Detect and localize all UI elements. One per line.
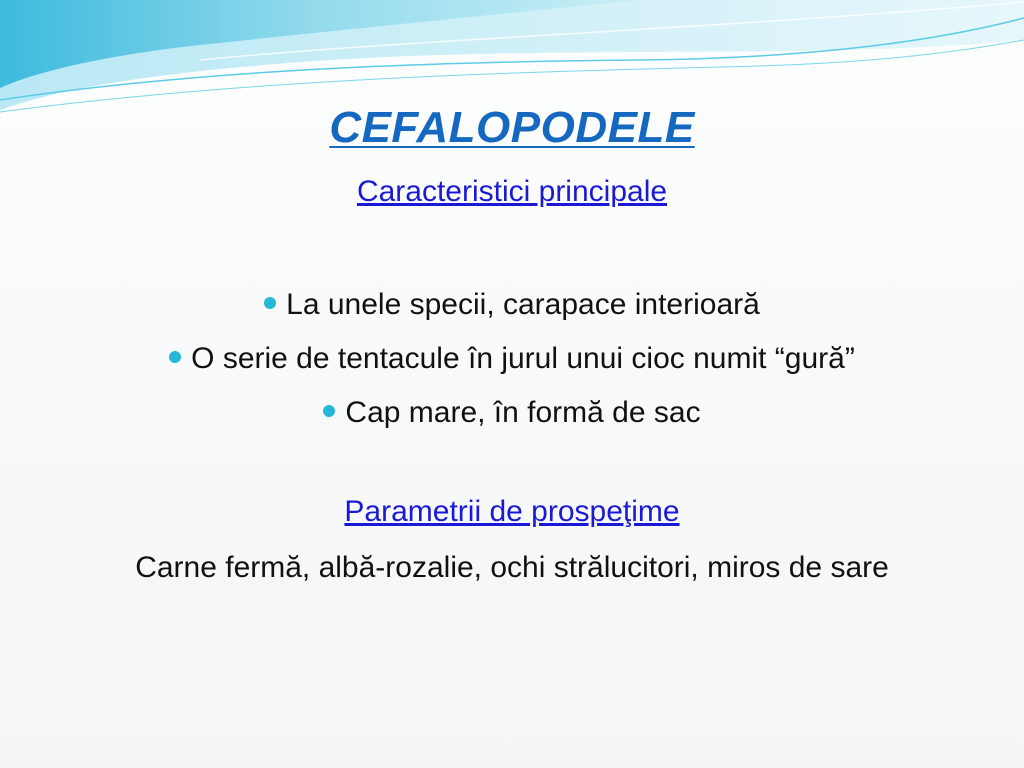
params-heading-link[interactable]: Parametrii de prospeţime — [344, 495, 680, 528]
bullet-dot-icon — [323, 405, 335, 417]
bullet-list — [0, 278, 1024, 440]
bullet-item — [0, 278, 1024, 332]
bullet-dot-icon — [169, 351, 181, 363]
bullet-text: La unele specii, carapace interioară — [286, 288, 760, 321]
bullet-text: O serie de tentacule în jurul unui cioc numit “gură” — [191, 342, 855, 375]
bullet-dot-icon — [264, 297, 276, 309]
subtitle-link[interactable]: Caracteristici principale — [356, 175, 668, 208]
slide-title: CEFALOPODELE — [329, 103, 695, 152]
params-text: Carne fermă, albă-rozalie, ochi strălucitori, miros de sare — [135, 551, 889, 584]
bullet-item — [0, 386, 1024, 440]
bullet-item — [0, 332, 1024, 386]
bullet-text: Cap mare, în formă de sac — [345, 396, 701, 429]
